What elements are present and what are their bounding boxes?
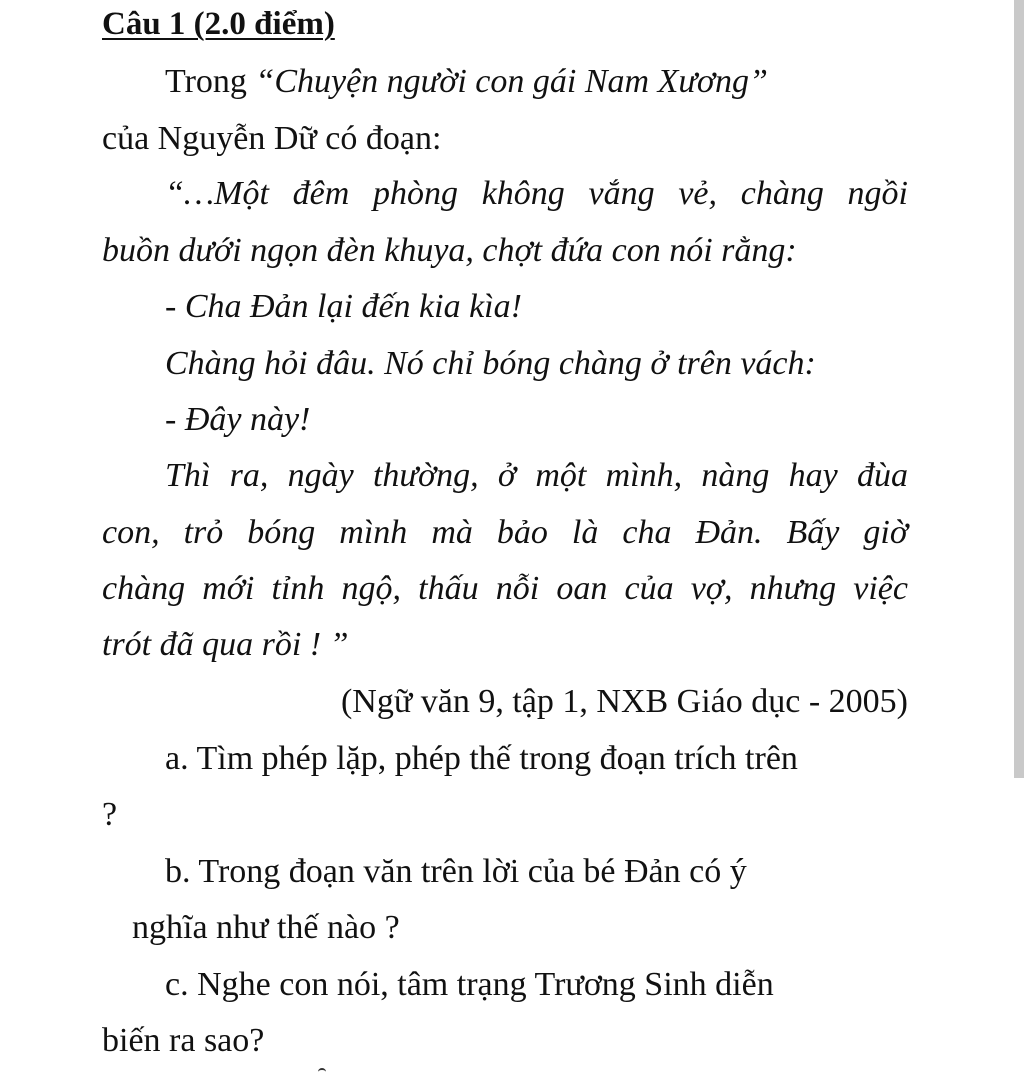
question-c-line-1: c. Nghe con nói, tâm trạng Trương Sinh diễn bbox=[165, 966, 774, 1003]
excerpt-line-1: “…Một đêm phòng không vắng vẻ, chàng ngồi bbox=[165, 175, 908, 212]
question-b-line-2: nghĩa như thế nào ? bbox=[132, 909, 400, 946]
question-c-line-2: biến ra sao? bbox=[102, 1022, 265, 1059]
question-heading: Câu 1 (2.0 điểm) bbox=[102, 6, 335, 42]
question-a-line-2: ? bbox=[102, 796, 118, 833]
excerpt-line-6: Thì ra, ngày thường, ở một mình, nàng hay đùa bbox=[165, 457, 908, 494]
excerpt-line-5: - Đây này! bbox=[165, 401, 311, 438]
intro-prefix: Trong bbox=[165, 63, 256, 100]
source-citation: (Ngữ văn 9, tập 1, NXB Giáo dục - 2005) bbox=[340, 683, 908, 720]
intro-line-2: của Nguyễn Dữ có đoạn: bbox=[102, 120, 442, 157]
excerpt-line-4: Chàng hỏi đâu. Nó chỉ bóng chàng ở trên vách: bbox=[165, 345, 816, 382]
excerpt-line-7: con, trỏ bóng mình mà bảo là cha Đản. Bấy giờ bbox=[102, 514, 908, 551]
excerpt-line-8: chàng mới tỉnh ngộ, thấu nỗi oan của vợ, nhưng việc bbox=[102, 570, 908, 607]
question-b-line-1: b. Trong đoạn văn trên lời của bé Đản có ý bbox=[165, 853, 747, 890]
page-edge-scrollbar[interactable] bbox=[1014, 0, 1024, 778]
excerpt-line-9: trót đã qua rồi ! ” bbox=[102, 626, 349, 663]
intro-line-1 bbox=[165, 62, 768, 102]
excerpt-line-3: - Cha Đản lại đến kia kìa! bbox=[165, 288, 522, 325]
excerpt-line-2: buồn dưới ngọn đèn khuya, chợt đứa con nói rằng: bbox=[102, 232, 797, 269]
cropped-diacritic-mark bbox=[318, 1068, 326, 1075]
question-a-line-1: a. Tìm phép lặp, phép thế trong đoạn trích trên bbox=[165, 740, 798, 777]
story-title: “Chuyện người con gái Nam Xương” bbox=[255, 63, 768, 100]
